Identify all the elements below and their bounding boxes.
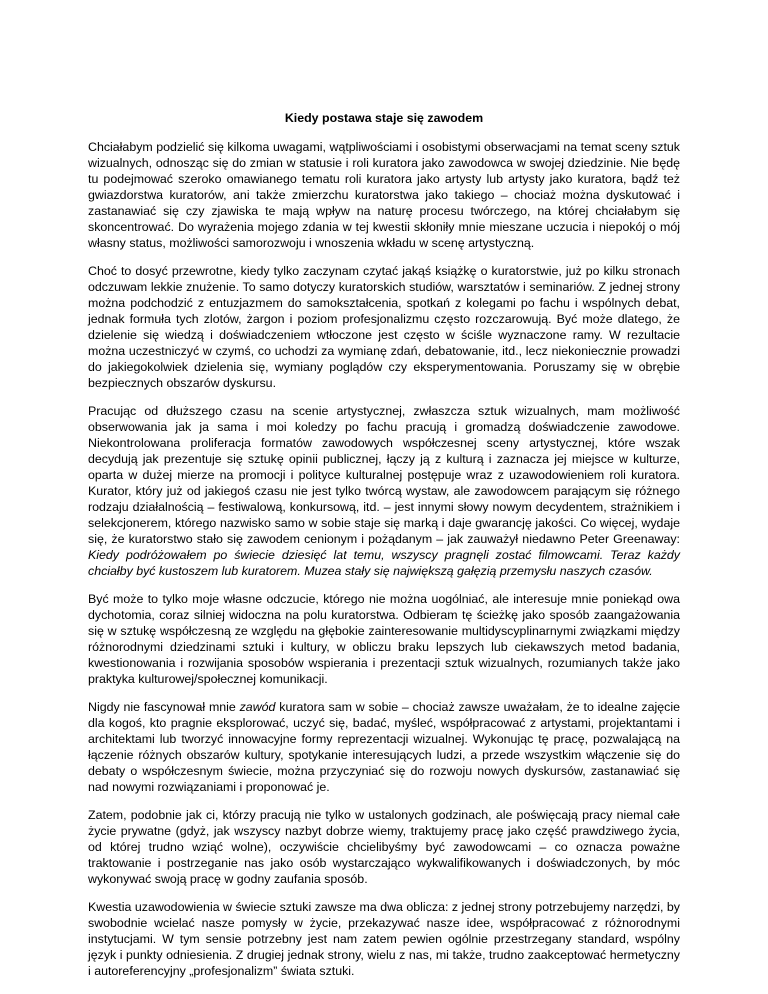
paragraph-6-text: Zatem, podobnie jak ci, którzy pracują nie tylko w ustalonych godzinach, ale poświęcają pracy niemal całe życie prywatne (gdyż, jak wszyscy nazbyt dobrze wiemy, traktujemy pracę jako część prawdziwego życia, od której trudno wziąć wolne), oczywiście chcielibyśmy być zawodowcami – co oznacza poważne traktowanie i postrzeganie nas jako osób wystarczająco wykwalifikowanych i doświadczonych, by móc wykonywać swoją pracę w godny zaufania sposób. bbox=[88, 808, 680, 886]
paragraph-5 bbox=[88, 699, 680, 795]
paragraph-3 bbox=[88, 403, 680, 579]
paragraph-2-text: Choć to dosyć przewrotne, kiedy tylko zaczynam czytać jakąś książkę o kuratorstwie, już po kilku stronach odczuwam lekkie znużenie. To samo dotyczy kuratorskich studiów, warsztatów i seminariów. Z jednej strony można podchodzić z entuzjazmem do samokształcenia, spotkań z kolegami po fachu i wspólnych debat, jednak formuła tych zlotów, żargon i poziom profesjonalizmu często rozczarowują. Być może dlatego, że dzielenie się wiedzą i doświadczeniem wtłoczone jest często w ściśle wyznaczone ramy. W rezultacie można uczestniczyć w czymś, co uchodzi za wymianę zdań, debatowanie, itd., lecz niekoniecznie prowadzi do jakiegokolwiek dzielenia się, wymiany poglądów czy eksperymentowania. Poruszamy się w obrębie bezpiecznych obszarów dyskursu. bbox=[88, 264, 680, 390]
paragraph-5-text-after: kuratora sam w sobie – chociaż zawsze uważałam, że to idealne zajęcie dla kogoś, kto pragnie eksplorować, uczyć się, badać, myśleć, współpracować z artystami, projektantami i architektami lub tworzyć innowacyjne formy reprezentacji wizualnej. Wykonując tę pracę, pozwalającą na łączenie różnych obszarów kultury, spotykanie interesujących ludzi, a przede wszystkim włączenie się do debaty o współczesnym świecie, można przyczyniać się do rozwoju nowych dyskursów, zastanawiać się nad nowymi rozwiązaniami i proponować je. bbox=[88, 700, 680, 794]
greenaway-quote: Kiedy podróżowałem po świecie dziesięć lat temu, wszyscy pragnęli zostać filmowcami. Teraz każdy chciałby być kustoszem lub kuratorem. Muzea stały się największą gałęzią przemysłu naszych czasów. bbox=[88, 548, 680, 578]
paragraph-5-text-before: Nigdy nie fascynował mnie bbox=[88, 700, 240, 714]
document-title: Kiedy postawa staje się zawodem bbox=[284, 111, 484, 125]
paragraph-4 bbox=[88, 591, 680, 687]
paragraph-6 bbox=[88, 807, 680, 887]
paragraph-1 bbox=[88, 139, 680, 251]
document-page bbox=[88, 110, 680, 991]
paragraph-4-text: Być może to tylko moje własne odczucie, którego nie można uogólniać, ale interesuje mnie poniekąd owa dychotomia, coraz silniej widoczna na polu kuratorstwa. Odbieram tę ścieżkę jako sposób zaangażowania się w sztukę współczesną ze względu na głębokie zainteresowanie multidyscyplinarnymi związkami między różnorodnymi dziedzinami sztuki i kultury, w obliczu braku lepszych lub ciekawszych metod badania, kwestionowania i rozwijania sposobów wspierania i prezentacji sztuk wizualnych, rozumianych także jako praktyka kulturowej/społecznej komunikacji. bbox=[88, 592, 680, 686]
paragraph-5-italic-word: zawód bbox=[239, 700, 276, 714]
paragraph-1-text: Chciałabym podzielić się kilkoma uwagami, wątpliwościami i osobistymi obserwacjami na temat sceny sztuk wizualnych, odnosząc się do zmian w statusie i roli kuratora jako zawodowca w swojej dziedzinie. Nie będę tu podejmować szeroko omawianego tematu roli kuratora jako artysty lub artysty jako kuratora, bądź też gwiazdorstwa kuratorów, ani także zmierzchu kuratorstwa jako takiego – chociaż można dyskutować i zastanawiać się czy zjawiska te mają wpływ na naturę procesu twórczego, na której chciałabym się skoncentrować. Do wyrażenia mojego zdania w tej kwestii skłoniły mnie mieszane uczucia i niepokój o mój własny status, możliwości samorozwoju i wnoszenia wkładu w scenę artystyczną. bbox=[88, 140, 680, 250]
paragraph-7 bbox=[88, 899, 680, 979]
paragraph-2 bbox=[88, 263, 680, 391]
paragraph-3-text: Pracując od dłuższego czasu na scenie artystycznej, zwłaszcza sztuk wizualnych, mam możliwość obserwowania jak ja sama i moi koledzy po fachu pracują i gromadzą doświadczenie zawodowe. Niekontrolowana proliferacja formatów zawodowych współczesnej sceny artystycznej, które wszak decydują jak prezentuje się sztukę opinii publicznej, łączy ją z kulturą i zaznacza jej miejsce w kulturze, oparta w dużej mierze na promocji i polityce kulturalnej postępuje wraz z uzawodowieniem roli kuratora. Kurator, który już od jakiegoś czasu nie jest tylko twórcą wystaw, ale zawodowcem parającym się różnego rodzaju działalnością – festiwalową, konkursową, itd. – jest innymi słowy nowym decydentem, strażnikiem i selekcjonerem, którego nazwisko samo w sobie staje się marką i daje gwarancję jakości. Co więcej, wydaje się, że kuratorstwo stało się zawodem cenionym i pożądanym – jak zauważył niedawno Peter Greenaway: bbox=[88, 404, 680, 546]
paragraph-7-text: Kwestia uzawodowienia w świecie sztuki zawsze ma dwa oblicza: z jednej strony potrzebujemy narzędzi, by swobodnie wcielać nasze pomysły w życie, przekazywać nasze idee, współpracować z różnorodnymi instytucjami. W tym sensie potrzebny jest nam zatem pewien ogólnie przestrzegany standard, wspólny język i punkty odniesienia. Z drugiej jednak strony, wielu z nas, mi także, trudno zaakceptować hermetyczny i autoreferencyjny „profesjonalizm” świata sztuki. bbox=[88, 900, 680, 978]
